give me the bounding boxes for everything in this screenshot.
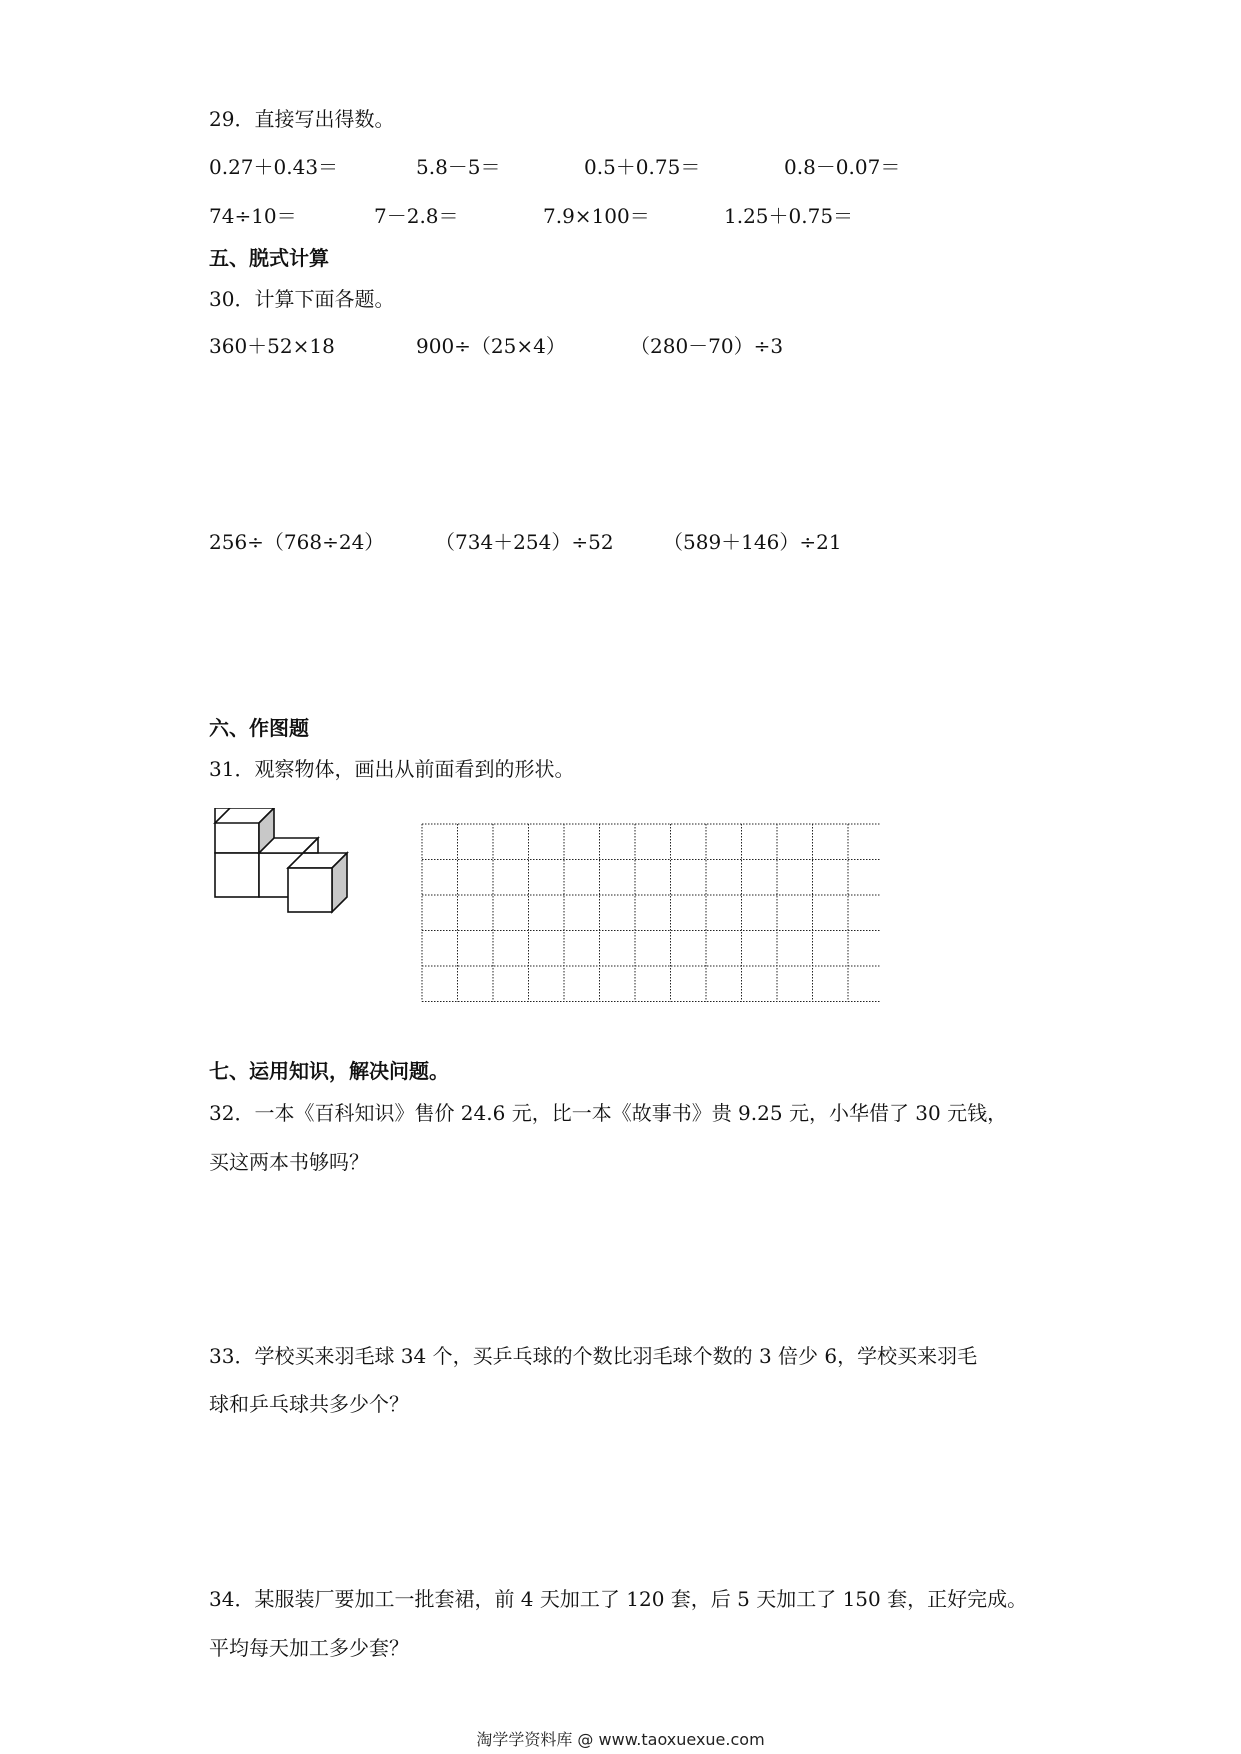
q30-item: 360＋52×18 [209, 334, 335, 358]
q29-item: 74÷10＝ [209, 204, 297, 228]
q29-item: 7－2.8＝ [374, 204, 459, 228]
q29-item: 5.8－5＝ [416, 155, 501, 179]
q30-title: 30．计算下面各题。 [209, 287, 395, 311]
q34-line: 34．某服装厂要加工一批套裙，前 4 天加工了 120 套，后 5 天加工了 150 套，正好完成。 [209, 1587, 1028, 1611]
section-heading: 六、作图题 [209, 716, 309, 740]
q32-line: 买这两本书够吗？ [209, 1150, 369, 1174]
q30-item: 900÷（25×4） [416, 334, 566, 358]
q30-item: （589＋146）÷21 [663, 530, 842, 554]
drawing-grid [420, 822, 880, 1004]
q33-line: 33．学校买来羽毛球 34 个，买乒乓球的个数比羽毛球个数的 3 倍少 6，学校买来羽毛 [209, 1344, 978, 1368]
q32-line: 32．一本《百科知识》售价 24.6 元，比一本《故事书》贵 9.25 元，小华借了 30 元钱， [209, 1101, 1008, 1125]
q29-item: 0.27＋0.43＝ [209, 155, 339, 179]
q29-item: 1.25＋0.75＝ [724, 204, 854, 228]
q30-item: （734＋254）÷52 [435, 530, 614, 554]
q30-item: （280－70）÷3 [630, 334, 784, 358]
q29-item: 7.9×100＝ [543, 204, 650, 228]
cube-bottom-left [215, 853, 259, 897]
section-heading: 五、脱式计算 [209, 246, 329, 270]
cube-front [288, 868, 332, 912]
cube-figure [210, 808, 370, 968]
q29-item: 0.8－0.07＝ [784, 155, 901, 179]
q33-line: 球和乒乓球共多少个？ [209, 1392, 409, 1416]
q29-title: 29．直接写出得数。 [209, 107, 395, 131]
section-heading: 七、运用知识，解决问题。 [209, 1059, 449, 1083]
footer-watermark: 淘学学资料库 @ www.taoxuexue.com [476, 1730, 765, 1749]
q31-title: 31．观察物体，画出从前面看到的形状。 [209, 757, 575, 781]
q29-item: 0.5＋0.75＝ [584, 155, 701, 179]
q34-line: 平均每天加工多少套？ [209, 1636, 409, 1660]
q30-item: 256÷（768÷24） [209, 530, 385, 554]
